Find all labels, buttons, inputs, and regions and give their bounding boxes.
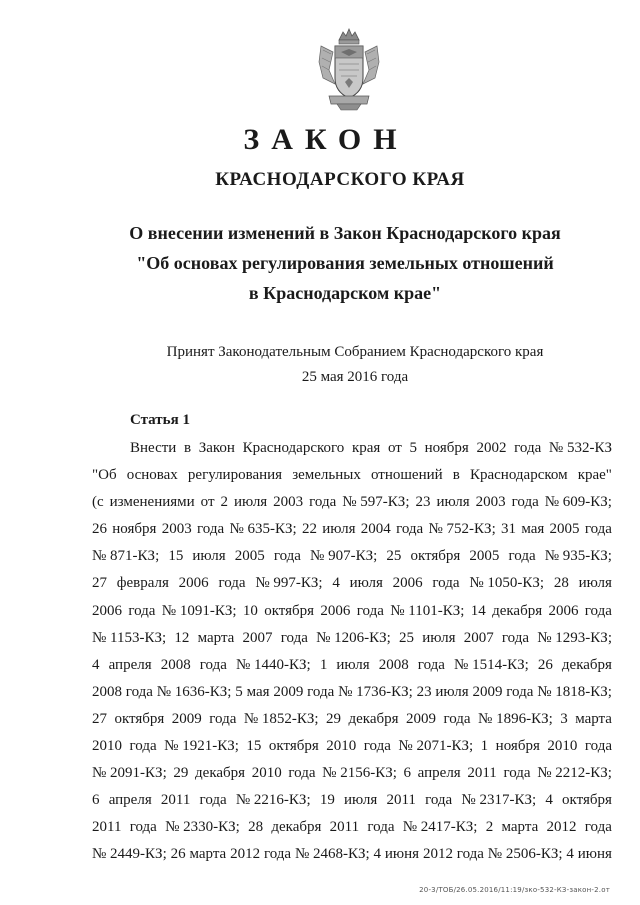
- article-line: 27 февраля 2006 года № 997-КЗ; 4 июля 2006 года № 1050-КЗ; 28 июля: [92, 575, 612, 592]
- document-title: ЗАКОН: [243, 123, 409, 156]
- article-line: "Об основах регулирования земельных отношений в Краснодарском крае": [92, 467, 612, 484]
- law-subject: [0, 218, 640, 308]
- article-line: 2011 года № 2330-КЗ; 28 декабря 2011 года № 2417-КЗ; 2 марта 2012 года: [92, 819, 612, 836]
- adoption-date: 25 мая 2016 года: [301, 369, 409, 385]
- law-subject-line-1: О внесении изменений в Закон Краснодарского края: [129, 223, 561, 243]
- adoption-body: Принят Законодательным Собранием Краснодарского края: [166, 344, 544, 360]
- article-line: 26 ноября 2003 года № 635-КЗ; 22 июля 2004 года № 752-КЗ; 31 мая 2005 года: [92, 521, 612, 538]
- article-line: 2008 года № 1636-КЗ; 5 мая 2009 года № 1736-КЗ; 23 июля 2009 года № 1818-КЗ;: [92, 683, 612, 700]
- law-subject-line-2: "Об основах регулирования земельных отношений: [136, 253, 554, 273]
- coat-of-arms-icon: [317, 26, 381, 112]
- article-line: 6 апреля 2011 года № 2216-КЗ; 19 июля 2011 года № 2317-КЗ; 4 октября: [92, 792, 612, 809]
- article-line: № 871-КЗ; 15 июля 2005 года № 907-КЗ; 25 октября 2005 года № 935-КЗ;: [92, 548, 612, 565]
- law-subject-line-3: в Краснодарском крае": [248, 283, 442, 303]
- article-line: 2006 года № 1091-КЗ; 10 октября 2006 года № 1101-КЗ; 14 декабря 2006 года: [92, 602, 612, 619]
- article-heading: Статья 1: [130, 412, 190, 428]
- article-line: 27 октября 2009 года № 1852-КЗ; 29 декабря 2009 года № 1896-КЗ; 3 марта: [92, 710, 612, 727]
- article-line: № 1153-КЗ; 12 марта 2007 года № 1206-КЗ; 25 июля 2007 года № 1293-КЗ;: [92, 629, 612, 646]
- footer-file-reference: 20-3/ТОБ/26.05.2016/11:19/зко-532-КЗ-закон-2.oт: [419, 886, 610, 894]
- article-line: Внести в Закон Краснодарского края от 5 ноября 2002 года № 532-КЗ: [130, 440, 612, 456]
- article-body: [92, 435, 612, 869]
- article-line: (с изменениями от 2 июля 2003 года № 597-КЗ; 23 июля 2003 года № 609-КЗ;: [92, 494, 612, 511]
- document-region: КРАСНОДАРСКОГО КРАЯ: [215, 169, 465, 190]
- article-line: № 2449-КЗ; 26 марта 2012 года № 2468-КЗ; 4 июня 2012 года № 2506-КЗ; 4 июня: [92, 846, 612, 863]
- article-line: 4 апреля 2008 года № 1440-КЗ; 1 июля 2008 года № 1514-КЗ; 26 декабря: [92, 656, 612, 673]
- article-line: № 2091-КЗ; 29 декабря 2010 года № 2156-КЗ; 6 апреля 2011 года № 2212-КЗ;: [92, 765, 612, 782]
- adoption-note: [0, 340, 640, 390]
- article-line: 2010 года № 1921-КЗ; 15 октября 2010 года № 2071-КЗ; 1 ноября 2010 года: [92, 738, 612, 755]
